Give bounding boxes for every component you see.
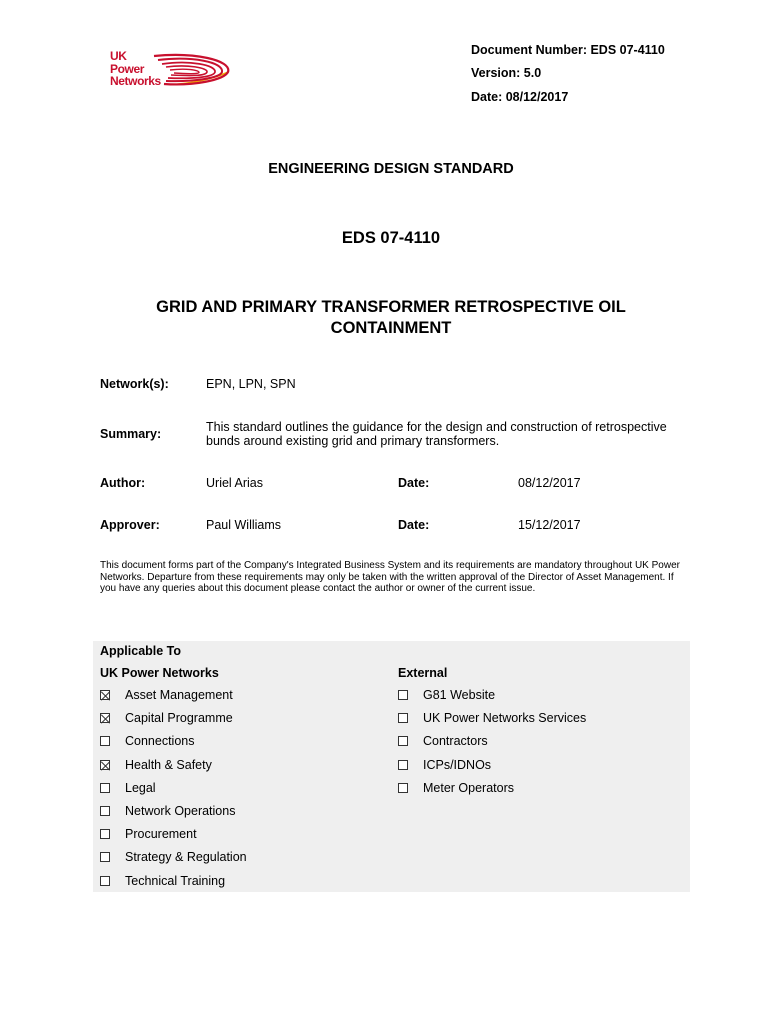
ukpn-item-label: Health & Safety	[125, 757, 212, 772]
author-value: Uriel Arias	[206, 476, 263, 490]
unchecked-box-icon[interactable]	[398, 783, 408, 793]
approver-label: Approver:	[100, 518, 160, 532]
unchecked-box-icon[interactable]	[100, 876, 110, 886]
external-item-label: G81 Website	[423, 688, 496, 702]
ukpn-checklist	[100, 687, 247, 896]
external-item-label: UK Power Networks Services	[423, 711, 587, 726]
logo-line-3: Networks	[110, 74, 161, 88]
ukpn-item-label: Capital Programme	[125, 711, 233, 726]
checked-box-icon[interactable]	[100, 760, 110, 770]
external-item-label: Meter Operators	[423, 780, 515, 795]
unchecked-box-icon[interactable]	[100, 829, 110, 839]
summary-label: Summary:	[100, 427, 162, 441]
ukpn-item	[100, 757, 247, 773]
ukpn-item-label: Connections	[125, 734, 195, 749]
standard-type: ENGINEERING DESIGN STANDARD	[268, 161, 514, 177]
networks-label: Network(s):	[100, 377, 169, 391]
unchecked-box-icon[interactable]	[398, 736, 408, 746]
ukpn-item	[100, 687, 247, 703]
checked-box-icon[interactable]	[100, 690, 110, 700]
unchecked-box-icon[interactable]	[100, 852, 110, 862]
applicable-heading: Applicable To	[100, 644, 182, 658]
checked-box-icon[interactable]	[100, 713, 110, 723]
external-item-label: ICPs/IDNOs	[423, 757, 492, 772]
unchecked-box-icon[interactable]	[100, 736, 110, 746]
ukpn-item	[100, 803, 247, 819]
approver-date-label: Date:	[398, 518, 430, 532]
ukpn-item-label: Procurement	[125, 827, 197, 842]
ukpn-item-label: Network Operations	[125, 803, 236, 818]
ukpn-item	[100, 780, 247, 796]
external-heading: External	[398, 666, 448, 680]
compliance-notice: This document forms part of the Company's Integrated Business System and its requirements are mandatory throughout UK Power Networks. Departure from these requirements may only be taken with the written approval of the Director of Asset Management. If you have any queries about this document please contact the author or owner of the current issue.	[100, 560, 680, 594]
unchecked-box-icon[interactable]	[398, 760, 408, 770]
ukpn-item	[100, 733, 247, 749]
external-item-label: Contractors	[423, 734, 488, 749]
external-item	[398, 687, 586, 703]
external-item	[398, 780, 586, 796]
ukpn-item	[100, 710, 247, 726]
author-label: Author:	[100, 476, 146, 490]
company-logo	[110, 50, 232, 92]
networks-value: EPN, LPN, SPN	[206, 377, 296, 391]
ukpn-item	[100, 826, 247, 842]
summary-value: This standard outlines the guidance for the design and construction of retrospective bunds around existing grid and primary transformers.	[206, 420, 667, 448]
eds-number: EDS 07-4110	[341, 229, 441, 247]
external-item	[398, 757, 586, 773]
document-title	[100, 297, 682, 339]
unchecked-box-icon[interactable]	[100, 783, 110, 793]
version: Version: 5.0	[471, 66, 542, 80]
title-line-1: GRID AND PRIMARY TRANSFORMER RETROSPECTIVE OIL	[156, 298, 626, 316]
unchecked-box-icon[interactable]	[398, 713, 408, 723]
ukpn-item-label: Asset Management	[125, 688, 233, 702]
external-item	[398, 710, 586, 726]
unchecked-box-icon[interactable]	[100, 806, 110, 816]
approver-value: Paul Williams	[206, 518, 282, 532]
document-number: Document Number: EDS 07-4110	[471, 43, 665, 57]
document-date: Date: 08/12/2017	[471, 90, 569, 104]
logo-line-2: Power	[110, 61, 145, 76]
ukpn-item	[100, 873, 247, 889]
ukpn-item-label: Legal	[125, 780, 156, 795]
unchecked-box-icon[interactable]	[398, 690, 408, 700]
approver-date-value: 15/12/2017	[518, 518, 581, 532]
ukpn-item	[100, 849, 247, 865]
external-item	[398, 733, 586, 749]
logo-line-1: UK	[110, 49, 127, 63]
author-date-label: Date:	[398, 476, 430, 490]
external-checklist	[398, 687, 586, 803]
ukpn-item-label: Technical Training	[125, 873, 226, 888]
ukpn-heading: UK Power Networks	[100, 666, 219, 680]
title-line-2: CONTAINMENT	[330, 319, 452, 337]
ukpn-item-label: Strategy & Regulation	[125, 850, 247, 865]
author-date-value: 08/12/2017	[518, 476, 581, 490]
logo-swoosh-icon	[144, 52, 232, 92]
